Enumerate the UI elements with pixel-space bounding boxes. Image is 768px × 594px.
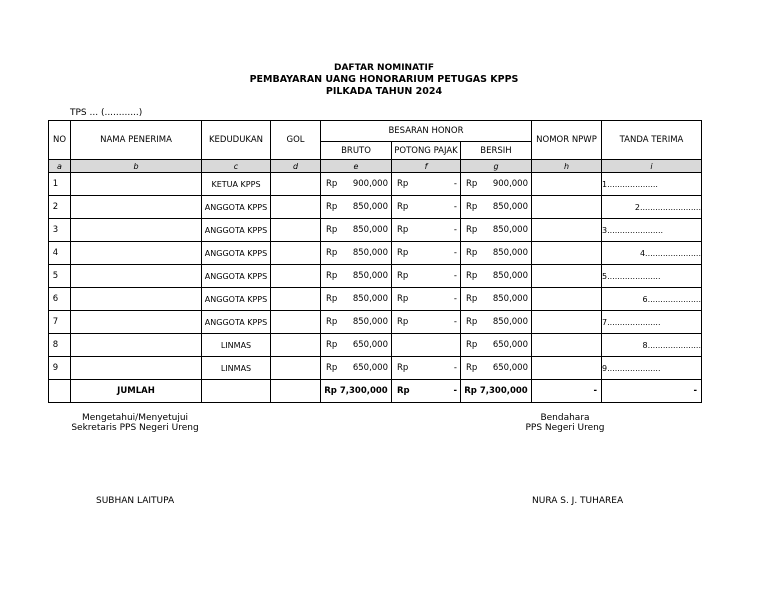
kedudukan-cell: ANGGOTA KPPS	[202, 242, 271, 265]
amount: 650,000	[492, 340, 528, 350]
bersih-cell	[461, 357, 532, 380]
approver-name: SUBHAN LAITUPA	[96, 496, 175, 506]
total-tanda: -	[602, 380, 702, 403]
currency-label: Rp	[326, 317, 338, 327]
tanda-terima-cell[interactable]: 9.....................	[602, 357, 702, 380]
currency-label: Rp	[326, 248, 338, 258]
currency-label: Rp	[397, 248, 409, 258]
total-blank	[271, 380, 321, 403]
table-row	[49, 242, 702, 265]
row-number: 3	[49, 219, 71, 242]
bersih-cell	[461, 311, 532, 334]
amount: 900,000	[492, 179, 528, 189]
amount: -	[453, 179, 457, 189]
table-row	[49, 288, 702, 311]
amount: -	[453, 271, 457, 281]
bruto-cell	[321, 173, 392, 196]
currency-label: Rp	[397, 271, 409, 281]
bersih-cell	[461, 242, 532, 265]
currency-label: Rp	[326, 202, 338, 212]
tanda-terima-cell[interactable]: 6.....................	[602, 288, 702, 311]
gol-cell[interactable]	[271, 219, 321, 242]
header-tanda-terima: TANDA TERIMA	[602, 121, 702, 160]
potong-cell	[392, 265, 461, 288]
bersih-cell	[461, 173, 532, 196]
kedudukan-cell: KETUA KPPS	[202, 173, 271, 196]
table-row	[49, 173, 702, 196]
amount: 850,000	[352, 271, 388, 281]
amount: -	[453, 248, 457, 258]
currency-label: Rp	[326, 294, 338, 304]
tanda-terima-cell[interactable]: 7.....................	[602, 311, 702, 334]
nama-cell[interactable]	[71, 288, 202, 311]
letter-cell: d	[271, 160, 321, 173]
nama-cell[interactable]	[71, 311, 202, 334]
column-letter-row	[49, 160, 702, 173]
total-row	[49, 380, 702, 403]
bruto-cell	[321, 334, 392, 357]
nama-cell[interactable]	[71, 242, 202, 265]
bruto-cell	[321, 242, 392, 265]
currency-label: Rp	[466, 202, 478, 212]
potong-cell	[392, 196, 461, 219]
amount: -	[453, 294, 457, 304]
currency-label: Rp	[397, 363, 409, 373]
tanda-terima-cell[interactable]: 5.....................	[602, 265, 702, 288]
nama-cell[interactable]	[71, 219, 202, 242]
gol-cell[interactable]	[271, 196, 321, 219]
currency-label: Rp	[326, 225, 338, 235]
gol-cell[interactable]	[271, 311, 321, 334]
table-row	[49, 196, 702, 219]
amount: 850,000	[352, 225, 388, 235]
currency-label: Rp	[397, 386, 410, 396]
amount: -	[453, 386, 457, 396]
header-besaran-honor: BESARAN HONOR	[321, 121, 532, 142]
gol-cell[interactable]	[271, 334, 321, 357]
amount: -	[453, 202, 457, 212]
gol-cell[interactable]	[271, 265, 321, 288]
tanda-terima-cell[interactable]: 1....................	[602, 173, 702, 196]
currency-label: Rp	[397, 202, 409, 212]
gol-cell[interactable]	[271, 173, 321, 196]
table-row	[49, 265, 702, 288]
currency-label: Rp	[326, 271, 338, 281]
currency-label: Rp	[326, 179, 338, 189]
bersih-cell	[461, 265, 532, 288]
npwp-cell[interactable]	[532, 196, 602, 219]
amount: 650,000	[352, 340, 388, 350]
tanda-terima-cell[interactable]: 4......................	[602, 242, 702, 265]
total-label: JUMLAH	[71, 380, 202, 403]
npwp-cell[interactable]	[532, 334, 602, 357]
amount: 850,000	[492, 225, 528, 235]
table-row	[49, 334, 702, 357]
tanda-terima-cell[interactable]: 8.....................	[602, 334, 702, 357]
npwp-cell[interactable]	[532, 311, 602, 334]
row-number: 2	[49, 196, 71, 219]
nama-cell[interactable]	[71, 265, 202, 288]
letter-cell: b	[71, 160, 202, 173]
amount: 850,000	[492, 248, 528, 258]
header-gol: GOL	[271, 121, 321, 160]
header-nama: NAMA PENERIMA	[71, 121, 202, 160]
total-blank	[202, 380, 271, 403]
approver-caption: Mengetahui/Menyetujui	[81, 413, 189, 423]
nama-cell[interactable]	[71, 334, 202, 357]
npwp-cell[interactable]	[532, 288, 602, 311]
gol-cell[interactable]	[271, 242, 321, 265]
header-row-1	[49, 121, 702, 142]
bersih-cell	[461, 334, 532, 357]
bersih-cell	[461, 219, 532, 242]
bersih-cell	[461, 288, 532, 311]
potong-cell	[392, 311, 461, 334]
bruto-cell	[321, 311, 392, 334]
header-bersih: BERSIH	[461, 142, 532, 160]
row-number: 6	[49, 288, 71, 311]
bruto-cell	[321, 196, 392, 219]
document-title: DAFTAR NOMINATIF	[334, 63, 434, 73]
currency-label: Rp	[397, 179, 409, 189]
npwp-cell[interactable]	[532, 242, 602, 265]
gol-cell[interactable]	[271, 288, 321, 311]
total-potong	[392, 380, 461, 403]
letter-cell: a	[49, 160, 71, 173]
amount: -	[453, 363, 457, 373]
tps-label: TPS ... (............)	[70, 108, 143, 118]
document-period: PILKADA TAHUN 2024	[325, 86, 443, 97]
amount: 850,000	[352, 202, 388, 212]
amount: 850,000	[352, 317, 388, 327]
honor-table	[48, 120, 702, 403]
tanda-terima-cell[interactable]: 2........................	[602, 196, 702, 219]
approver-title: Sekretaris PPS Negeri Ureng	[71, 423, 199, 433]
total-npwp: -	[532, 380, 602, 403]
nama-cell[interactable]	[71, 173, 202, 196]
letter-cell: c	[202, 160, 271, 173]
total-blank	[49, 380, 71, 403]
row-number: 4	[49, 242, 71, 265]
currency-label: Rp	[397, 225, 409, 235]
table-row	[49, 219, 702, 242]
currency-label: Rp	[466, 294, 478, 304]
header-kedudukan: KEDUDUKAN	[202, 121, 271, 160]
header-bruto: BRUTO	[321, 142, 392, 160]
kedudukan-cell: LINMAS	[202, 334, 271, 357]
kedudukan-cell: ANGGOTA KPPS	[202, 196, 271, 219]
currency-label: Rp	[466, 225, 478, 235]
total-bersih: Rp 7,300,000	[461, 380, 532, 403]
kedudukan-cell: ANGGOTA KPPS	[202, 288, 271, 311]
amount: 850,000	[492, 202, 528, 212]
treasurer-name: NURA S. J. TUHAREA	[532, 496, 624, 506]
row-number: 1	[49, 173, 71, 196]
header-npwp: NOMOR NPWP	[532, 121, 602, 160]
currency-label: Rp	[466, 271, 478, 281]
gol-cell[interactable]	[271, 357, 321, 380]
amount: 850,000	[352, 248, 388, 258]
table-row	[49, 357, 702, 380]
potong-cell	[392, 173, 461, 196]
currency-label: Rp	[466, 179, 478, 189]
amount: 650,000	[352, 363, 388, 373]
bruto-cell	[321, 219, 392, 242]
total-bruto: Rp 7,300,000	[321, 380, 392, 403]
letter-cell: h	[532, 160, 602, 173]
kedudukan-cell: ANGGOTA KPPS	[202, 311, 271, 334]
currency-label: Rp	[397, 317, 409, 327]
letter-cell: f	[392, 160, 461, 173]
nama-cell[interactable]	[71, 196, 202, 219]
tanda-terima-cell[interactable]: 3......................	[602, 219, 702, 242]
bruto-cell	[321, 357, 392, 380]
header-no: NO	[49, 121, 71, 160]
bruto-cell	[321, 265, 392, 288]
amount: 650,000	[492, 363, 528, 373]
bruto-cell	[321, 288, 392, 311]
amount: 900,000	[352, 179, 388, 189]
amount: 850,000	[352, 294, 388, 304]
currency-label: Rp	[466, 317, 478, 327]
document-subtitle: PEMBAYARAN UANG HONORARIUM PETUGAS KPPS	[249, 74, 519, 85]
currency-label: Rp	[326, 340, 338, 350]
kedudukan-cell: ANGGOTA KPPS	[202, 219, 271, 242]
potong-cell	[392, 242, 461, 265]
letter-cell: i	[602, 160, 702, 173]
currency-label: Rp	[326, 363, 338, 373]
table-row	[49, 311, 702, 334]
kedudukan-cell: LINMAS	[202, 357, 271, 380]
row-number: 7	[49, 311, 71, 334]
npwp-cell[interactable]	[532, 173, 602, 196]
amount: 850,000	[492, 271, 528, 281]
npwp-cell[interactable]	[532, 219, 602, 242]
row-number: 8	[49, 334, 71, 357]
row-number: 9	[49, 357, 71, 380]
npwp-cell[interactable]	[532, 357, 602, 380]
approver-block	[60, 413, 210, 433]
amount: 850,000	[492, 294, 528, 304]
potong-cell	[392, 288, 461, 311]
treasurer-title: PPS Negeri Ureng	[525, 423, 605, 433]
letter-cell: g	[461, 160, 532, 173]
nama-cell[interactable]	[71, 357, 202, 380]
currency-label: Rp	[466, 248, 478, 258]
kedudukan-cell: ANGGOTA KPPS	[202, 265, 271, 288]
currency-label: Rp	[397, 294, 409, 304]
amount: -	[453, 317, 457, 327]
treasurer-caption: Bendahara	[540, 413, 590, 423]
row-number: 5	[49, 265, 71, 288]
letter-cell: e	[321, 160, 392, 173]
potong-cell	[392, 357, 461, 380]
bersih-cell	[461, 196, 532, 219]
potong-cell	[392, 219, 461, 242]
header-potong-pajak: POTONG PAJAK	[392, 142, 461, 160]
potong-cell	[392, 334, 461, 357]
treasurer-block	[490, 413, 640, 433]
currency-label: Rp	[466, 363, 478, 373]
amount: -	[453, 225, 457, 235]
amount: 850,000	[492, 317, 528, 327]
currency-label: Rp	[466, 340, 478, 350]
npwp-cell[interactable]	[532, 265, 602, 288]
